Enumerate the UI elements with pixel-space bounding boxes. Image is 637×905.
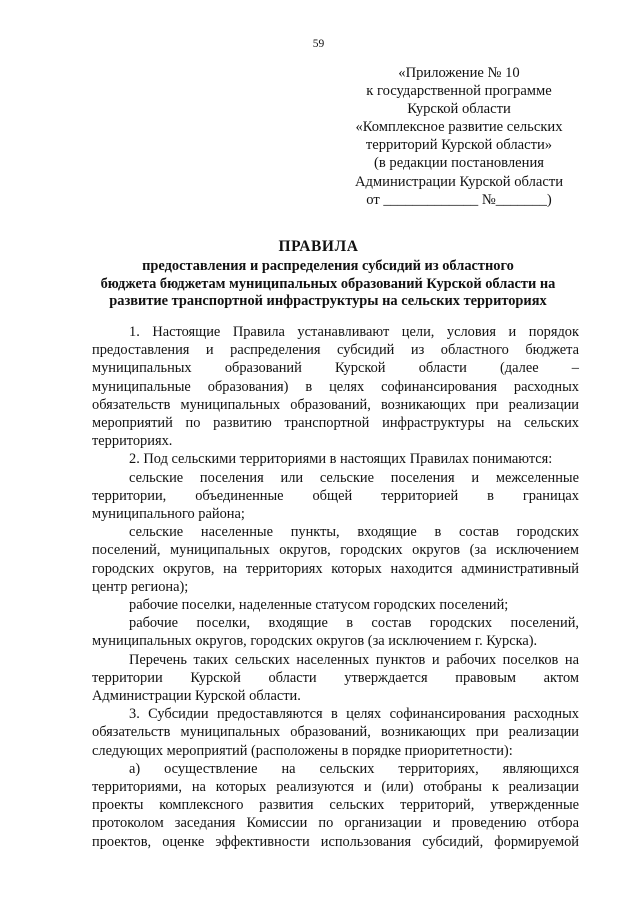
appendix-line: к государственной программе (366, 83, 552, 100)
appendix-line: «Приложение № 10 (398, 65, 520, 81)
body-text-line: 3. Субсидии предоставляются в целях софинансирования расходных (129, 706, 579, 723)
subtitle-line: предоставления и распределения субсидий из областного (142, 258, 514, 274)
body-text-line: проектов, оценке эффективности использования субсидий, формируемой (92, 833, 579, 850)
body-text-line: предоставления и распределения субсидий из областного бюджета (92, 342, 579, 359)
subtitle-line: развитие транспортной инфраструктуры на сельских территориях (109, 293, 547, 310)
page-number: 59 (312, 38, 325, 50)
appendix-line: территорий Курской области» (365, 137, 553, 154)
body-text-line: рабочие поселки, наделенные статусом городских поселений; (129, 597, 509, 614)
body-text-line: протоколом заседания Комиссии по организации и проведению отбора (92, 815, 579, 832)
body-text-line: территориях. (92, 433, 173, 450)
appendix-line: Администрации Курской области (354, 173, 564, 190)
body-text-line: мероприятий по развитию транспортной инфраструктуры на сельских (92, 415, 579, 432)
body-text-line: муниципальных округов, городских округов (за исключением г. Курска). (92, 633, 538, 650)
appendix-block (340, 64, 578, 209)
body-text-line: центр региона); (92, 578, 189, 595)
body-text-line: 1. Настоящие Правила устанавливают цели, условия и порядок (129, 324, 579, 340)
body-text-line: муниципального района; (92, 506, 245, 523)
body-text-line: территориями, на которых реализуются и (или) отобраны к реализации (92, 779, 579, 796)
body-text-line: городских округов, на территориях которых находится административный (92, 560, 579, 577)
body-text-line: сельские населенные пункты, входящие в состав городских (129, 524, 579, 541)
appendix-line: (в редакции постановления (374, 155, 544, 172)
document-subtitle (84, 258, 572, 311)
body-text-line: муниципальных образований Курской области (далее – (92, 360, 579, 377)
body-text-line: 2. Под сельскими территориями в настоящих Правилах понимаются: (129, 451, 553, 468)
body-text-line: обязательств муниципальных образований, возникающих при реализации (92, 724, 579, 741)
body-text-line: Администрации Курской области. (92, 688, 301, 705)
body-text-line: территории, объединенные общей территорией в границах (92, 487, 579, 504)
subtitle-line: бюджета бюджетам муниципальных образований Курской области на (100, 275, 556, 292)
body-text-line: поселений, муниципальных округов, городских округов (за исключением (92, 542, 579, 559)
body-text-line: Перечень таких сельских населенных пунктов и рабочих поселков на (129, 651, 579, 668)
appendix-line: от _____________ №_______) (366, 191, 552, 208)
appendix-line: Курской области (407, 101, 511, 118)
document-body (92, 323, 579, 851)
body-text-line: обязательств муниципальных образований, возникающих при реализации (92, 396, 579, 413)
body-text-line: проекты комплексного развития сельских территорий, утвержденные (92, 797, 579, 814)
body-text-line: сельские поселения или сельские поселения и межселенные (129, 469, 579, 486)
body-text-line: рабочие поселки, входящие в состав городских поселений, (129, 615, 579, 632)
document-title: ПРАВИЛА (278, 238, 359, 255)
body-text-line: следующих мероприятий (расположены в порядке приоритетности): (92, 742, 513, 759)
body-text-line: муниципальные образования) в целях софинансирования расходных (92, 378, 579, 395)
body-text-line: территории Курской области утверждается правовым актом (92, 669, 579, 686)
appendix-line: «Комплексное развитие сельских (355, 119, 563, 136)
body-text-line: а) осуществление на сельских территориях, являющихся (129, 760, 579, 777)
